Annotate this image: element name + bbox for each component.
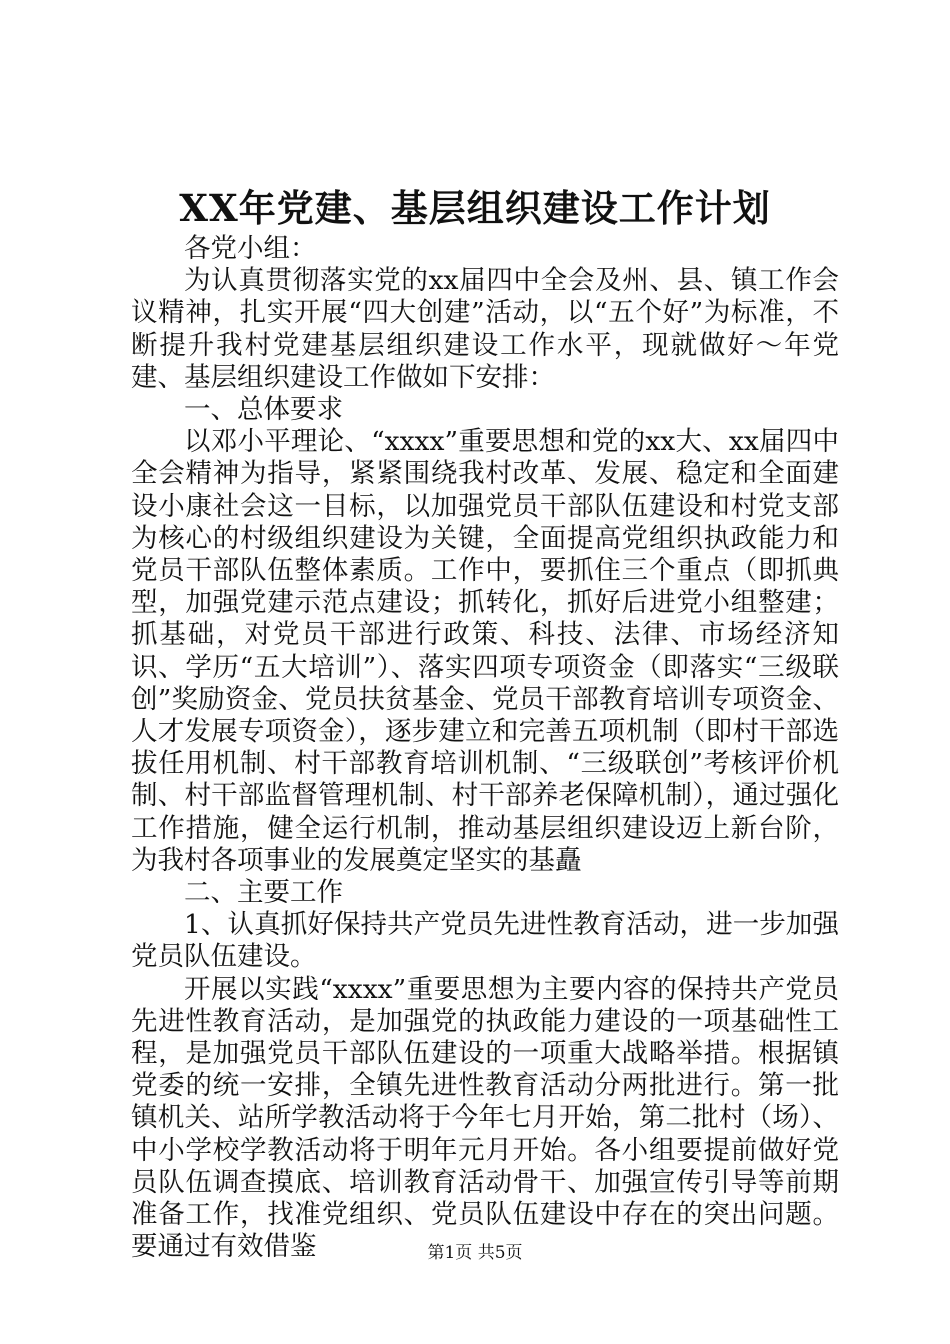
general-requirements-paragraph: 以邓小平理论、“xxxx”重要思想和党的xx大、xx届四中全会精神为指导，紧紧围绕我村改革、发展、稳定和全面建设小康社会这一目标，以加强党员干部队伍建设和村党支部为核心的村级组织建设为关键，全面提高党组织执政能力和党员干部队伍整体素质。工作中，要抓住三个重点（即抓典型，加强党建示范点建设；抓转化，抓好后进党小组整建；抓基础，对党员干部进行政策、科技、法律、市场经济知识、学历“五大培训”）、落实四项专项资金（即落实“三级联创”奖励资金、党员扶贫基金、党员干部教育培训专项资金、人才发展专项资金），逐步建立和完善五项机制（即村干部选拔任用机制、村干部教育培训机制、“三级联创”考核评价机制、村干部监督管理机制、村干部养老保障机制），通过强化工作措施，健全运行机制，推动基层组织建设迈上新台阶，为我村各项事业的发展奠定坚实的基矗 (131, 426, 839, 876)
page-footer: 第1页 共5页 (427, 1243, 523, 1263)
section-heading-general: 一、总体要求 (184, 394, 343, 426)
document-body (131, 233, 839, 1264)
salutation: 各党小组： (184, 233, 317, 264)
work-item-1-paragraph: 开展以实践“xxxx”重要思想为主要内容的保持共产党员先进性教育活动，是加强党的执政能力建设的一项基础性工程，是加强党员干部队伍建设的一项重大战略举措。根据镇党委的统一安排，全镇先进性教育活动分两批进行。第一批镇机关、站所学教活动将于今年七月开始，第二批村（场）、中小学校学教活动将于明年元月开始。各小组要提前做好党员队伍调查摸底、培训教育活动骨干、加强宣传引导等前期准备工作，找准党组织、党员队伍建设中存在的突出问题。要通过有效借鉴 (131, 973, 839, 1263)
work-item-1-heading: 1、认真抓好保持共产党员先进性教育活动，进一步加强党员队伍建设。 (131, 909, 839, 973)
section-heading-main-work: 二、主要工作 (184, 877, 343, 909)
intro-paragraph: 为认真贯彻落实党的xx届四中全会及州、县、镇工作会议精神，扎实开展“四大创建”活动，以“五个好”为标准，不断提升我村党建基层组织建设工作水平，现就做好～年党建、基层组织建设工作做如下安排： (131, 265, 839, 393)
document-title: XX年党建、基层组织建设工作计划 (179, 186, 771, 230)
